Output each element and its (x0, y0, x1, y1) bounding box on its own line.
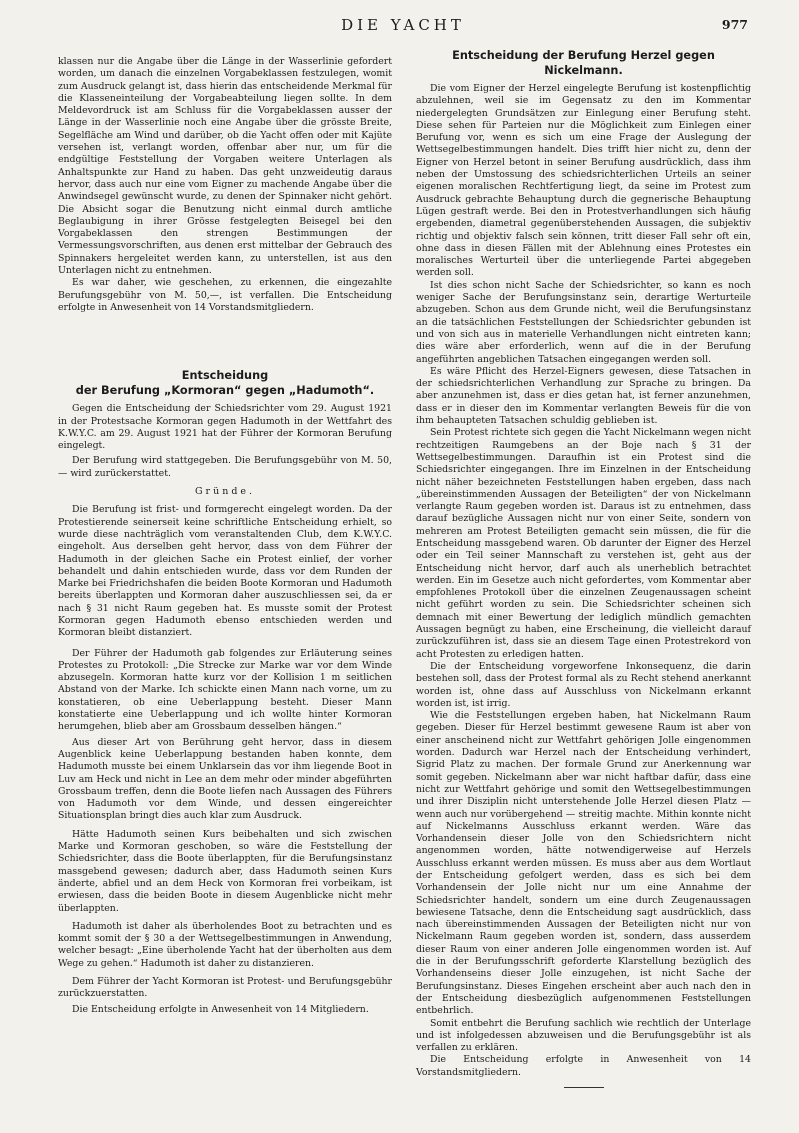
paragraph: Hätte Hadumoth seinen Kurs beibehalten und sich zwischen Marke und Kormoran geschoben, so wäre die Feststellung der Schiedsrichter, dass die Boote überlappten, für die Berufungsinstanz massgebend gewesen; dadurch aber, dass Hadumoth seinen Kurs änderte, abfiel und an dem Heck von Kormoran frei vorbeikam, ist erwiesen, dass die beiden Boote in diesem Augenblicke nicht mehr überlappten. (58, 828, 392, 914)
paragraph: Es wäre Pflicht des Herzel-Eigners gewesen, diese Tatsachen in der schiedsrichterlichen Verhandlung zur Sprache zu bringen. Da aber anzunehmen ist, dass er dies getan hat, ist ferner anzunehmen, dass er in dieser den im Kommentar verlangten Beweis für die von ihm behaupteten Tatsachen schuldig geblieben ist. (416, 365, 751, 427)
section-title-kormoran-line1: Entscheidung (181, 369, 269, 383)
page-number: 977 (721, 17, 748, 32)
paragraph: Sein Protest richtete sich gegen die Yacht Nickelmann wegen nicht rechtzeitigen Raumgebens an der Boje nach § 31 der Wettsegelbestimmungen. Daraufhin ist ein Protest sind die Schiedsrichter eingegangen. Ihre im Einzelnen in der Entscheidung nicht näher bezeichneten Feststellungen haben ergeben, dass nach „übereinstimmenden Aussagen der Beteiligten“ der von Nickelmann verlangte Raum gegeben worden ist. Daraus ist zu entnehmen, dass darauf bezügliche Aussagen nicht nur von einer Seite, sondern von mehreren am Protest Beteiligten gemacht sein müssen, die für die Entscheidung massgebend waren. Ob darunter der Eigner des Herzel oder ein Teil seiner Mannschaft zu verstehen ist, geht aus der Entscheidung nicht hervor, darf auch als unerheblich betrachtet werden. Ein im Gesetze auch nicht gefordertes, vom Kommentar aber empfohlenes Protokoll über die einzelnen Zeugenaussagen scheint nicht geführt worden zu sein. Die Schiedsrichter scheinen sich demnach mit einer Bewertung der lediglich mündlich gemachten Aussagen begnügt zu haben, eine Erscheinung, die vielleicht darauf zurückzuführen ist, dass sie an diesem Tage einen Protestrekord von acht Protesten zu erledigen hatten. (416, 427, 751, 660)
section-title-kormoran-line2: der Berufung „Kormoran“ gegen „Hadumoth“. (75, 384, 375, 398)
paragraph: Dem Führer der Yacht Kormoran ist Protest- und Berufungsgebühr zurückzuerstatten. (58, 976, 392, 1000)
paragraph: Die Entscheidung erfolgte in Anwesenheit von 14 Mitgliedern. (72, 1003, 369, 1015)
paragraph: Wie die Feststellungen ergeben haben, hat Nickelmann Raum gegeben. Dieser für Herzel bestimmt gewesene Raum ist aber von einer anscheinend nicht zur Wettfahrt gehörigen Jolle eingenommen worden. Dadurch war Herzel nach der Entscheidung verhindert, Sigrid Platz zu machen. Der formale Grund zur Anerkennung war somit gegeben. Nickelmann aber war nicht haftbar dafür, dass eine nicht zur Wettfahrt gehörige und somit den Wettsegelbestimmungen und ihrer Disziplin nicht unterstehende Jolle Herzel diesen Platz — wenn auch nur vorübergehend — streitig machte. Mithin konnte nicht auf Nickelmanns Ausschluss erkannt werden. Wäre das Vorhandensein dieser Jolle von den Schiedsrichtern nicht angenommen worden, hätte notwendigerweise auf Herzels Ausschluss erkannt werden müssen. Es muss aber aus dem Wortlaut der Entscheidung gefolgert werden, dass es sich bei dem Vorhandensein der Jolle nicht nur um eine Annahme der Schiedsrichter handelt, sondern um eine durch Zeugenaussagen bewiesene Tatsache, denn die Entscheidung sagt ausdrücklich, dass nach übereinstimmenden Aussagen der Beteiligten nicht nur von Nickelmann Raum gegeben worden ist, sondern, dass ausserdem dieser Raum von einer anderen Jolle eingenommen worden ist. Auf die in der Berufungsschrift geforderte Klarstellung bezüglich des Vorhandenseins dieser Jolle einzugehen, ist nicht Sache der Berufungsinstanz. Dieses Eingehen erscheint aber auch nach den in der Entscheidung diesbezüglich aufgenommenen Feststellungen entbehrlich. (416, 710, 751, 1017)
paragraph: Der Berufung wird stattgegeben. Die Berufungsgebühr von M. 50,— wird zurückerstattet. (58, 455, 392, 479)
subheading-gruende: Gründe. (194, 486, 256, 498)
end-rule (564, 1087, 604, 1088)
continued-paragraph: klassen nur die Angabe über die Länge in der Wasserlinie gefordert worden, um danach die einzelnen Vorgabeklassen festzulegen, womit zum Ausdruck gelangt ist, dass hierin das entscheidende Merkmal für die Klasseneinteilung der Vorgabeabteilung liegen sollte. In dem Meldevordruck ist am Schluss für die Vorgabeklassen ausser der Länge in der Wasserlinie noch eine Angabe über die grösste Breite, Segelfläche am Wind und darüber, ob die Yacht offen oder mit Kajüte versehen ist, verlangt worden, offenbar aber nur, um für die endgültige Feststellung der Vorgaben weitere Unterlagen als Anhaltspunkte zur Hand zu haben. Das geht unzweideutig daraus hervor, dass auch nur eine vom Eigner zu machende Angabe über die Anwindsegel gewünscht wurde, zu denen der Spinnaker nicht gehört. Die Absicht sogar die Benutzung nicht einmal durch amtliche Beglaubigung in ihrer Grösse festgelegten Beisegel bei den Vorgabeklassen den strengen Bestimmungen der Vermessungsvorschriften, aus denen erst mittelbar der Gebrauch des Spinnakers hergeleitet werden kann, zu unterstellen, ist aus den Unterlagen nicht zu entnehmen. (58, 56, 392, 277)
paragraph: Gegen die Entscheidung der Schiedsrichter vom 29. August 1921 in der Protestsache Kormoran gegen Hadumoth in der Wettfahrt des K.W.Y.C. am 29. August 1921 hat der Führer der Kormoran Berufung eingelegt. (58, 403, 392, 452)
paragraph: Die Entscheidung erfolgte in Anwesenheit von 14 Vorstandsmitgliedern. (416, 1054, 751, 1078)
fee-paragraph: Es war daher, wie geschehen, zu erkennen, die eingezahlte Berufungsgebühr von M. 50,—, ist verfallen. Die Entscheidung erfolgte in Anwesenheit von 14 Vorstandsmitgliedern. (58, 277, 392, 313)
left-column (58, 56, 392, 1016)
paragraph: Die vom Eigner der Herzel eingelegte Berufung ist kostenpflichtig abzulehnen, weil sie im Gegensatz zu den im Kommentar niedergelegten Grundsätzen zur Einlegung einer Berufung steht. Diese sehen für Parteien nur die Möglichkeit zum Einlegen einer Berufung vor, wenn es sich um eine Frage der Auslegung der Wettsegelbestimmungen handelt. Dies trifft hier nicht zu, denn der Eigner von Herzel betont in seiner Berufung ausdrücklich, dass ihm neben der Umstossung des schiedsrichterlichen Urteils an seiner eigenen moralischen Rechtfertigung liegt, da seine im Protest zum Ausdruck gebrachte Behauptung durch die gegnerische Behauptung Lügen gestraft werde. Bei den in Protestverhandlungen sich häufig ergebenden, diametral gegenüberstehenden Aussagen, die subjektiv richtig und objektiv falsch sein können, tritt dieser Fall sehr oft ein, ohne dass in diesen Fällen mit der Ablehnung eines Protestes ein moralisches Werturteil über die unterliegende Partei abgegeben werden soll. (416, 83, 751, 279)
paragraph: Der Führer der Hadumoth gab folgendes zur Erläuterung seines Protestes zu Protokoll: „Die Strecke zur Marke war vor dem Winde abzusegeln. Kormoran hatte kurz vor der Kollision 1 m seitlichen Abstand von der Marke. Ich schickte einen Mann nach vorne, um zu konstatieren, ob eine Ueberlappung besteht. Dieser Mann konstatierte eine Ueberlappung und ich wollte hinter Kormoran herumgehen, blieb aber am Grossbaum desselben hängen.“ (58, 647, 392, 733)
section-title-herzel: Entscheidung der Berufung Herzel gegen Nickelmann. (452, 49, 715, 77)
paragraph: Ist dies schon nicht Sache der Schiedsrichter, so kann es noch weniger Sache der Berufungsinstanz sein, derartige Werturteile abzugeben. Schon aus dem Grunde nicht, weil die Berufungsinstanz an die tatsächlichen Feststellungen der Schiedsrichter gebunden ist und von sich aus in materielle Verhandlungen nicht eintreten kann; dies wäre aber erforderlich, wenn auf die in der Berufung angeführten angeblichen Tatsachen eingegangen werden soll. (416, 279, 751, 365)
paragraph: Hadumoth ist daher als überholendes Boot zu betrachten und es kommt somit der § 30 a der Wettsegelbestimmungen in Anwendung, welcher besagt: „Eine überholende Yacht hat der überholten aus dem Wege zu gehen.“ Hadumoth ist daher zu distanzieren. (58, 920, 392, 969)
magazine-title: DIE YACHT (341, 16, 465, 34)
page-header (58, 14, 748, 36)
paragraph: Die Berufung ist frist- und formgerecht eingelegt worden. Da der Protestierende seinerseit keine schriftliche Entscheidung erhielt, so wurde diese nachträglich vom veranstaltenden Club, dem K.W.Y.C. eingeholt. Aus derselben geht hervor, dass von dem Führer der Hadumoth in der gleichen Sache ein Protest einlief, der vorher behandelt und dahin entschieden wurde, dass vor dem Runden der Marke bei Friedrichshafen die beiden Boote Kormoran und Hadumoth bereits überlappten und Kormoran daher auszuschliessen sei, da er nach § 31 nicht Raum gegeben hat. Es musste somit der Protest Kormoran gegen Hadumoth ebenso entschieden werden und Kormoran bleibt distanziert. (58, 504, 392, 639)
paragraph: Aus dieser Art von Berührung geht hervor, dass in diesem Augenblick keine Ueberlappung bestanden haben konnte, dem Hadumoth musste bei einem Unklarsein das vor ihm liegende Boot in Luv am Heck und nicht in Lee an dem mehr oder minder abgeführten Grossbaum treffen, denn die Boote liefen nach Aussagen des Führers von Hadumoth vor dem Winde, und dessen eingereichter Situationsplan bringt dies auch klar zum Ausdruck. (58, 736, 392, 822)
paragraph: Die der Entscheidung vorgeworfene Inkonsequenz, die darin bestehen soll, dass der Protest formal als zu Recht stehend anerkannt worden ist, ohne dass auf Ausschluss von Nickelmann erkannt worden ist, ist irrig. (416, 660, 751, 709)
paragraph: Somit entbehrt die Berufung sachlich wie rechtlich der Unterlage und ist infolgedessen abzuweisen und die Berufungsgebühr ist als verfallen zu erklären. (416, 1017, 751, 1054)
right-column (416, 48, 751, 1088)
